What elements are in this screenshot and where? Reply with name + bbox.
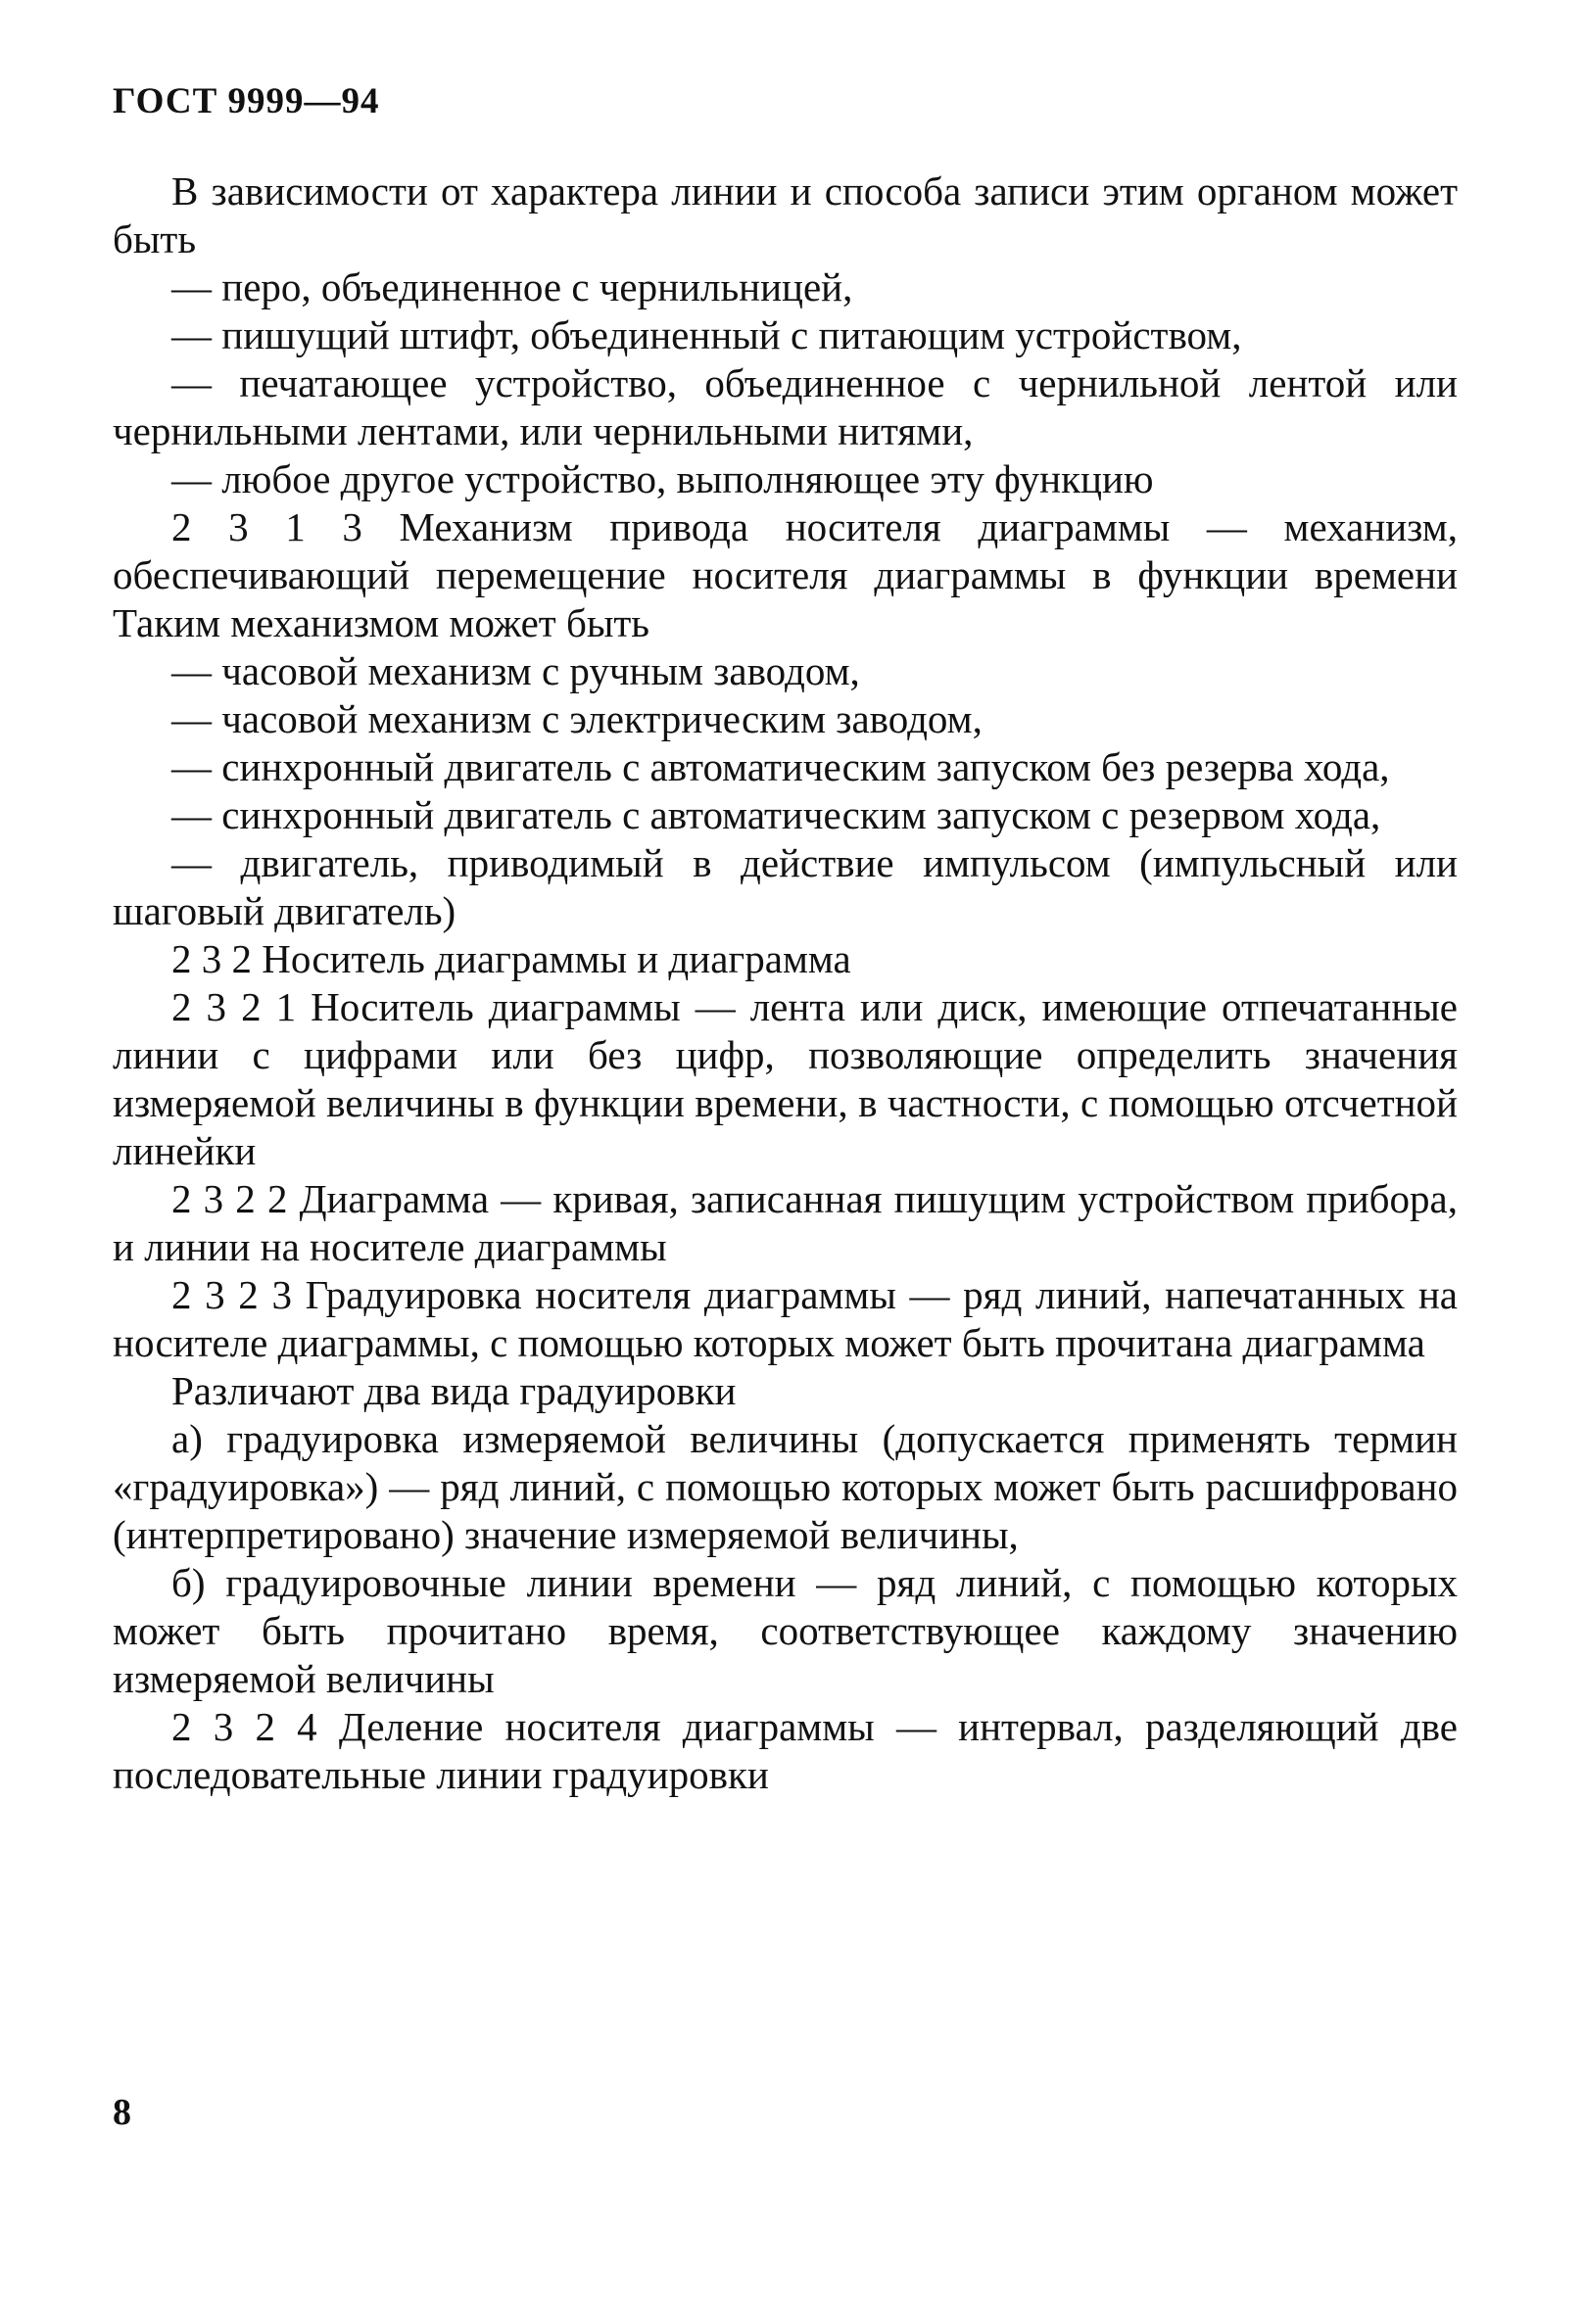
list-item-a: а) градуировка измеряемой величины (допускается применять термин «градуировка») — ряд линий, с помощью которых может быть расшифровано (интерпретировано) значение измеряемой величины,	[113, 1416, 1458, 1557]
clause-2-3-1-3: 2 3 1 3 Механизм привода носителя диаграммы — механизм, обеспечивающий перемещение носителя диаграммы в функции времени Таким механизмом может быть	[113, 504, 1458, 645]
list-item-b: б) градуировочные линии времени — ряд линий, с помощью которых может быть прочитано время, соответствующее каждому значению измеряемой величины	[113, 1560, 1458, 1701]
list-item: — часовой механизм с электрическим заводом,	[171, 696, 983, 741]
list-item: — синхронный двигатель с автоматическим запуском без резерва хода,	[171, 744, 1390, 789]
list-item: — часовой механизм с ручным заводом,	[171, 648, 860, 693]
clause-2-3-2-4: 2 3 2 4 Деление носителя диаграммы — интервал, разделяющий две последовательные линии градуировки	[113, 1704, 1458, 1797]
clause-2-3-2-1: 2 3 2 1 Носитель диаграммы — лента или диск, имеющие отпечатанные линии с цифрами или без цифр, позволяющие определить значения измеряемой величины в функции времени, в частности, с помощью отсчетной линейки	[113, 984, 1458, 1173]
clause-2-3-2: 2 3 2 Носитель диаграммы и диаграмма	[171, 936, 851, 981]
document-body	[113, 167, 1458, 1799]
paragraph: Различают два вида градуировки	[171, 1368, 737, 1413]
list-item: — синхронный двигатель с автоматическим запуском с резервом хода,	[171, 792, 1381, 837]
clause-2-3-2-3: 2 3 2 3 Градуировка носителя диаграммы — ряд линий, напечатанных на носителе диаграммы, с помощью которых может быть прочитана диаграмма	[113, 1272, 1458, 1365]
list-item: — любое другое устройство, выполняющее эту функцию	[171, 456, 1154, 501]
list-item: — пишущий штифт, объединенный с питающим устройством,	[171, 312, 1242, 357]
paragraph: В зависимости от характера линии и способа записи этим органом может быть	[113, 168, 1458, 261]
page-number: 8	[113, 2092, 131, 2133]
document-header: ГОСТ 9999—94	[113, 81, 380, 121]
clause-2-3-2-2: 2 3 2 2 Диаграмма — кривая, записанная пишущим устройством прибора, и линии на носителе диаграммы	[113, 1176, 1458, 1269]
list-item: — двигатель, приводимый в действие импульсом (импульсный или шаговый двигатель)	[113, 840, 1458, 933]
list-item: — печатающее устройство, объединенное с чернильной лентой или чернильными лентами, или чернильными нитями,	[113, 360, 1458, 453]
list-item: — перо, объединенное с чернильницей,	[171, 264, 853, 309]
